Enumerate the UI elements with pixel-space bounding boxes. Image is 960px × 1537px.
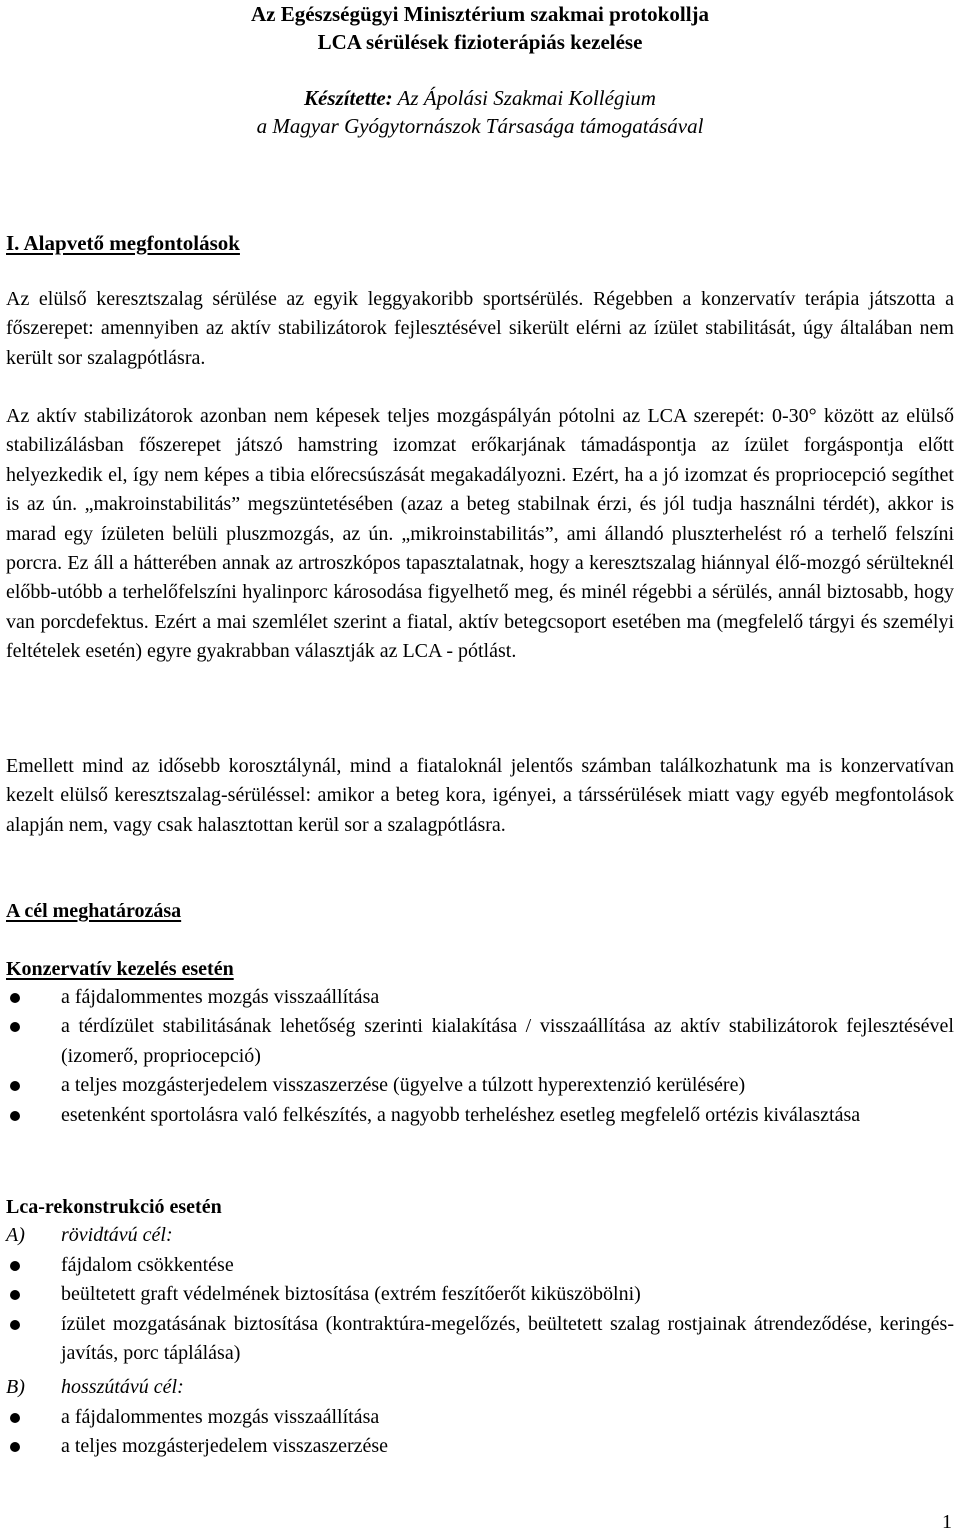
bullet-icon — [10, 1442, 20, 1452]
long-term-label — [6, 1373, 184, 1402]
list-item-text: esetenként sportolásra való felkészítés, a nagyobb terheléshez esetleg megfelelő ortézis kiválasztása — [61, 1103, 861, 1126]
list-item-text: beültetett graft védelmének biztosítása (extrém feszítőerőt kiküszöbölni) — [61, 1283, 641, 1306]
bullet-icon — [10, 1290, 20, 1300]
list-item — [0, 1101, 960, 1130]
author-line1 — [0, 84, 960, 113]
paragraph-stabilizers: Az aktív stabilizátorok azonban nem képesek teljes mozgáspályán pótolni az LCA szerepét: 0-30° között az elülső stabilizálásban főszerepet játszó hamstring izomzat erőkarjának támadáspontja az ízület forgáspontja előtt helyezkedik el, így nem képes a tibia előrecsúszását megakadályozni. Ezért, ha a jó izomzat és propriocepció segíthet is az ún. „makroinstabilitás” megszüntetésében (azaz a beteg stabilnak érzi, és jól tudja használni térdét), akkor is marad egy ízületen belüli pluszmozgás, az ún. „mikroinstabilitás”, ami állandó pluszterhelést ró a terhelő felszíni porcra. Ez áll a hátterében annak az artroszkópos tapasztalatnak, hogy a keresztszalag hiánnyal élő-mozgó sérülteknél előbb-utóbb a terhelőfelszíni hyalinporc károsodása figyelhető meg, és minél régebbi a sérülés, annál biztosabb, hogy van porcdefektus. Ezért a mai szemlélet szerint a fiatal, aktív betegcsoport esetében ma (megfelelő tárgyi és személyi feltételek esetén) egyre gyakrabban választják az LCA - pótlást. — [6, 405, 954, 663]
list-item-text: a teljes mozgásterjedelem visszaszerzése — [61, 1435, 389, 1458]
conservative-heading: Konzervatív kezelés esetén — [6, 958, 234, 980]
list-item-text: a fájdalommentes mozgás visszaállítása — [61, 986, 380, 1008]
long-term-text: hosszútávú cél: — [61, 1376, 184, 1398]
list-item — [0, 1251, 960, 1280]
short-term-text: rövidtávú cél: — [61, 1224, 173, 1246]
bullet-icon — [10, 993, 20, 1003]
list-item — [0, 1280, 960, 1309]
document-title-line2: LCA sérülések fizioterápiás kezelése — [317, 30, 643, 54]
page-number: 1 — [942, 1511, 952, 1533]
long-term-goals-list — [0, 1403, 960, 1462]
list-item-text: ízület mozgatásának biztosítása (kontraktúra-megelőzés, beültetett szalag rostjainak átrendeződése, keringés-javítás, porc táplálása) — [61, 1312, 954, 1365]
short-term-goals-list — [0, 1251, 960, 1369]
bullet-icon — [10, 1320, 20, 1330]
list-item-text: a fájdalommentes mozgás visszaállítása — [61, 1406, 380, 1428]
goal-heading: A cél meghatározása — [6, 900, 182, 922]
short-term-letter: A) — [6, 1224, 25, 1246]
list-item — [0, 1432, 960, 1461]
list-item-text: fájdalom csökkentése — [61, 1254, 234, 1276]
bullet-icon — [10, 1413, 20, 1423]
list-item — [0, 1310, 960, 1369]
bullet-icon — [10, 1111, 20, 1121]
bullet-icon — [10, 1261, 20, 1271]
author-line2: a Magyar Gyógytornászok Társasága támogatásával — [256, 114, 704, 138]
lca-heading: Lca-rekonstrukció esetén — [6, 1196, 222, 1218]
list-item — [0, 1012, 960, 1071]
short-term-label — [6, 1221, 173, 1250]
list-item — [0, 1403, 960, 1432]
author-value: Az Ápolási Szakmai Kollégium — [392, 86, 656, 110]
document-title-line1: Az Egészségügyi Minisztérium szakmai protokollja — [250, 2, 710, 26]
conservative-goals-list — [0, 983, 960, 1130]
author-label: Készítette: — [304, 86, 393, 110]
list-item-text: a térdízület stabilitásának lehetőség szerinti kialakítása / visszaállítása az aktív stabilizátorok fejlesztésével (izomerő, propriocepció) — [61, 1015, 954, 1067]
list-item — [0, 983, 960, 1012]
section-heading: I. Alapvető megfontolások — [6, 231, 240, 255]
bullet-icon — [10, 1022, 20, 1032]
paragraph-intro: Az elülső keresztszalag sérülése az egyik leggyakoribb sportsérülés. Régebben a konzervatív terápia játszotta a főszerepet: amennyiben az aktív stabilizátorok fejlesztésével sikerült elérni az ízület stabilitását, úgy általában nem került sor szalagpótlásra. — [6, 288, 954, 369]
long-term-letter: B) — [6, 1376, 25, 1398]
bullet-icon — [10, 1081, 20, 1091]
list-item-text: a teljes mozgásterjedelem visszaszerzése (ügyelve a túlzott hyperextenzió kerülésére) — [61, 1074, 746, 1097]
list-item — [0, 1071, 960, 1100]
paragraph-conservative: Emellett mind az idősebb korosztálynál, mind a fiataloknál jelentős számban találkozhatunk ma is konzervatívan kezelt elülső keresztszalag-sérüléssel: amikor a beteg kora, igényei, a társsérülések miatt vagy egyéb megfontolások alapján nem, vagy csak halasztottan kerül sor a szalagpótlásra. — [6, 755, 954, 836]
